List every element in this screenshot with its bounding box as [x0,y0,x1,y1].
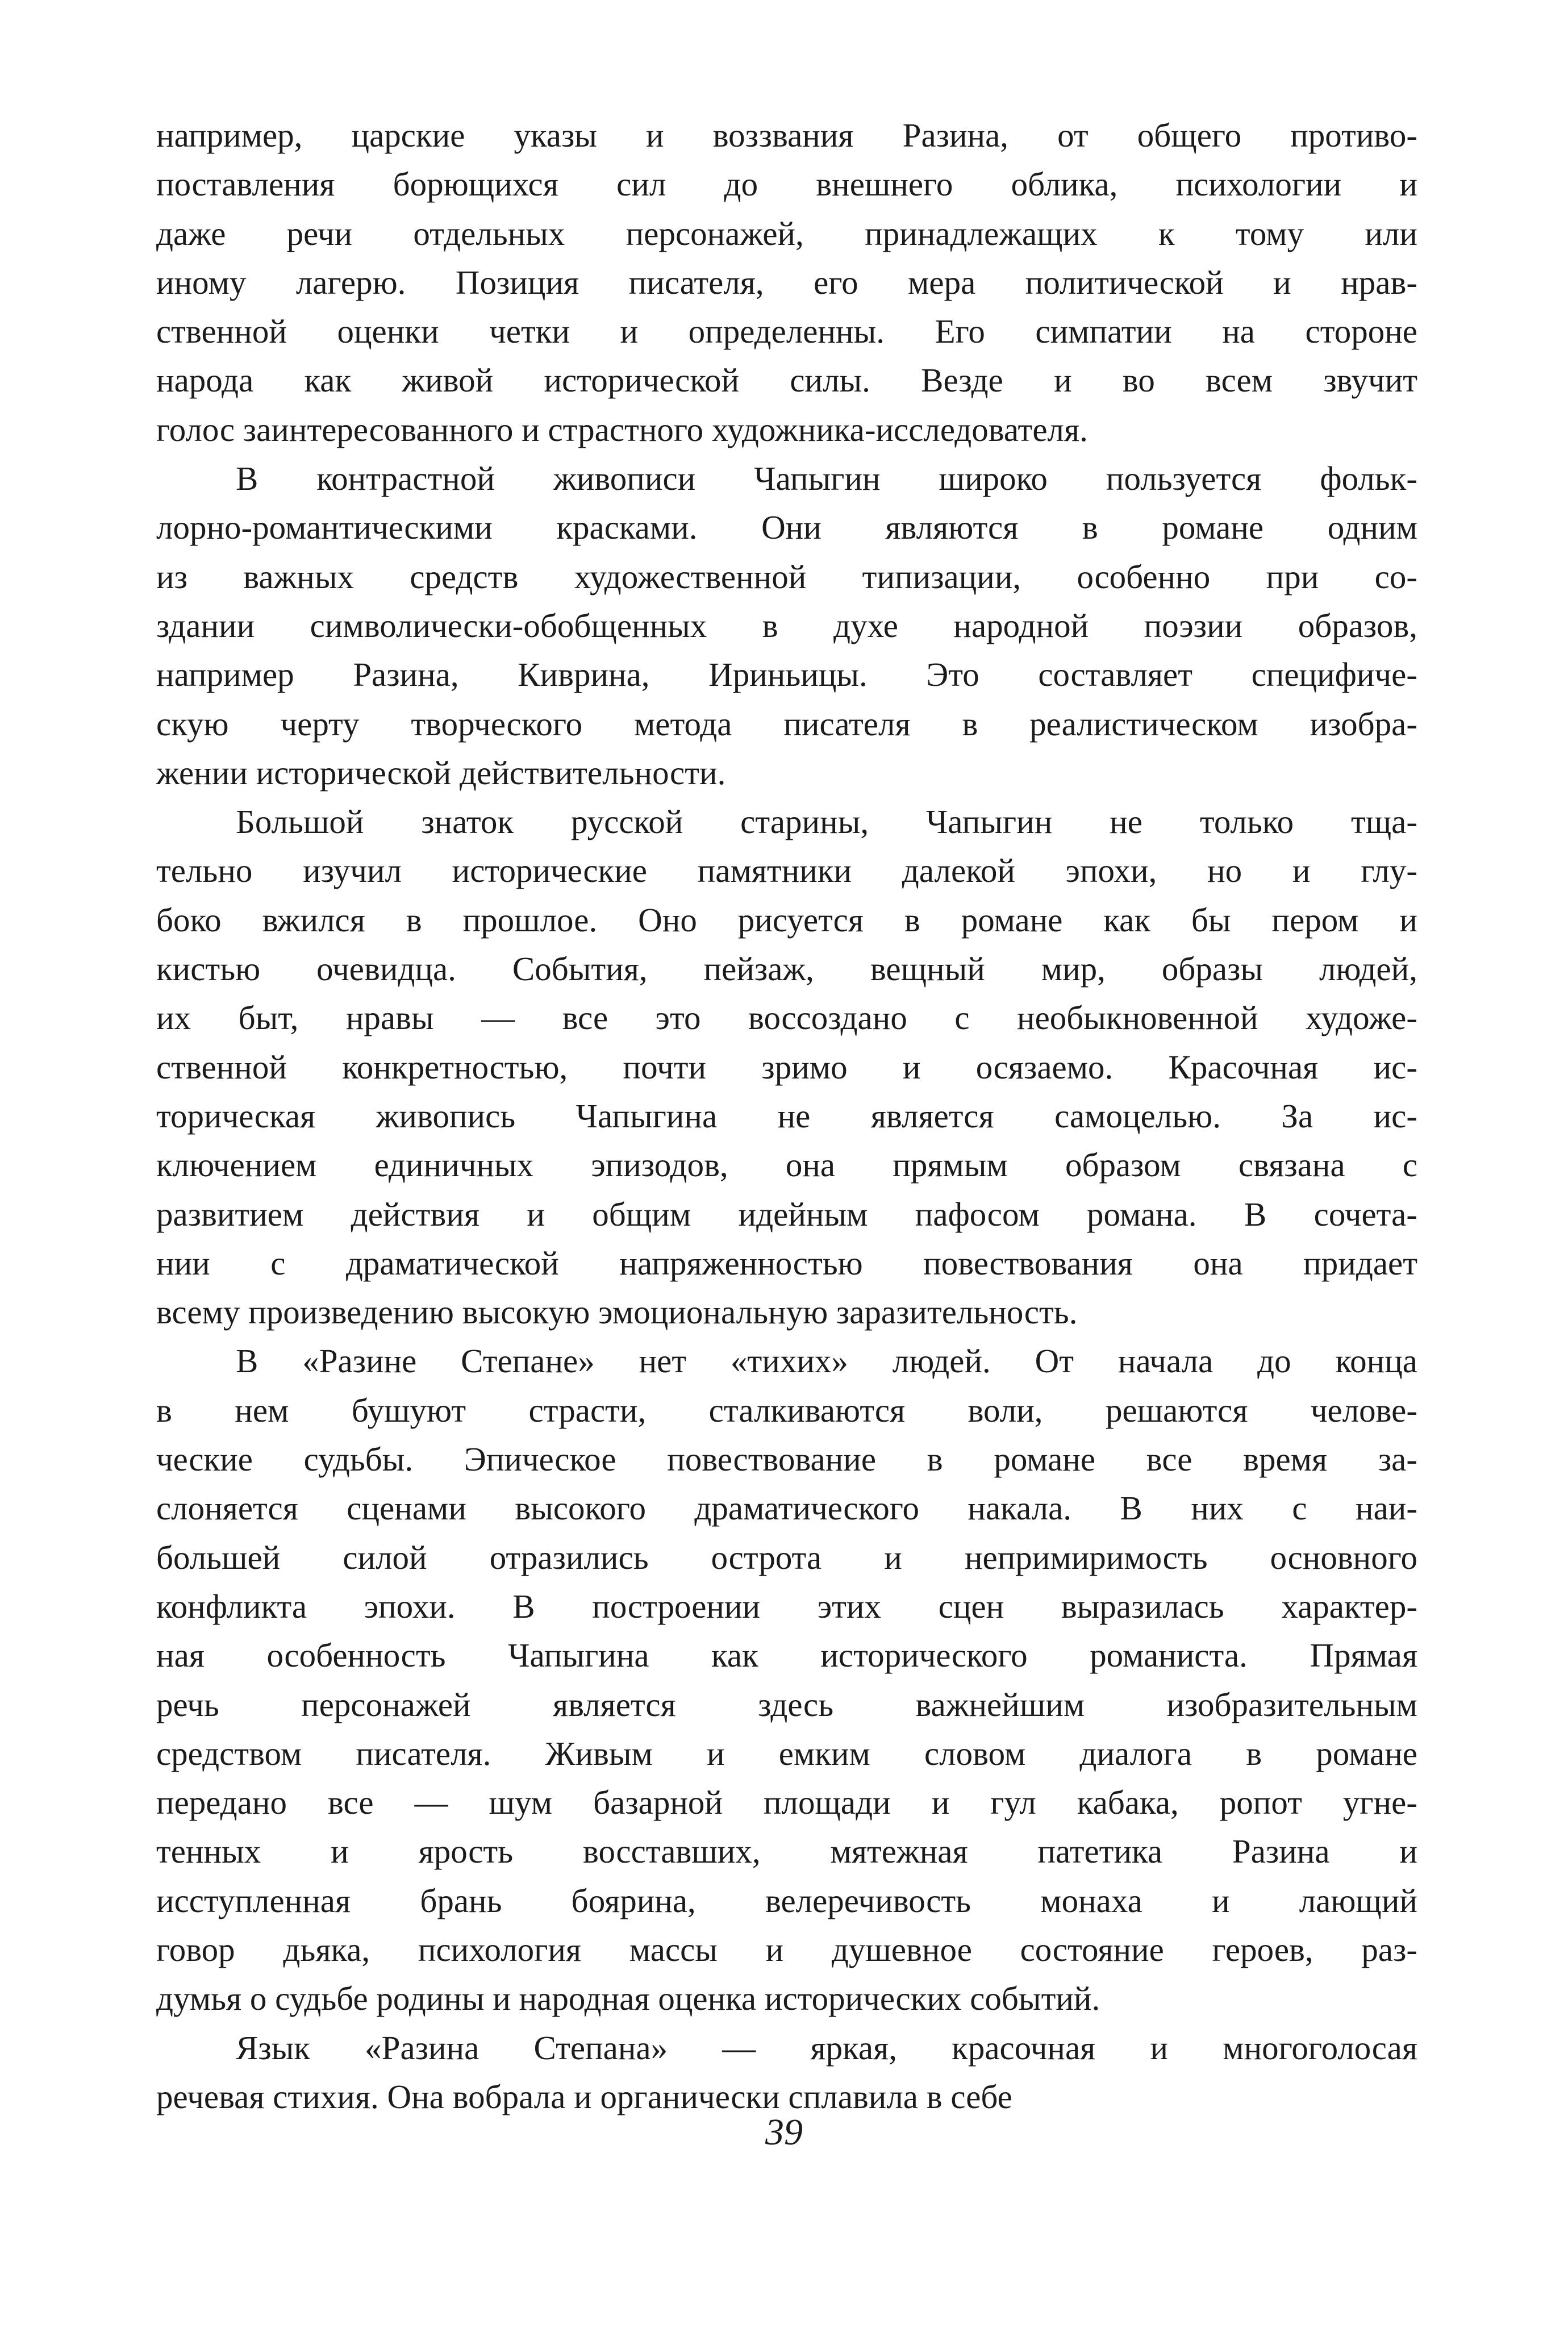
text-line: Язык «Разина Степана» — яркая, красочная и многоголосая [236,2029,1417,2067]
text-line: кистью очевидца. События, пейзаж, вещный мир, образы людей, [156,950,1417,988]
text-line: конфликта эпохи. В построении этих сцен выразилась характер- [156,1587,1417,1625]
text-line: например Разина, Киврина, Ириньицы. Это составляет специфиче- [156,656,1417,694]
text-line: средством писателя. Живым и емким словом диалога в романе [156,1734,1417,1772]
text-line: лорно-романтическими красками. Они являются в романе одним [156,509,1417,547]
text-line: ческие судьбы. Эпическое повествование в романе все время за- [156,1440,1417,1478]
text-line: здании символически-обобщенных в духе народной поэзии образов, [156,606,1417,644]
text-line: скую черту творческого метода писателя в реалистическом изобра- [156,705,1417,743]
text-line: иному лагерю. Позиция писателя, его мера политической и нрав- [156,263,1417,301]
text-line: всему произведению высокую эмоциональную заразительность. [156,1293,1078,1331]
text-line: в нем бушуют страсти, сталкиваются воли, решаются челове- [156,1391,1417,1429]
text-line: например, царские указы и воззвания Разина, от общего противо- [156,116,1417,154]
text-line: жении исторической действительности. [156,753,726,792]
text-line: поставления борющихся сил до внешнего облика, психологии и [156,165,1417,203]
text-line: даже речи отдельных персонажей, принадлежащих к тому или [156,214,1417,252]
text-line: ная особенность Чапыгина как исторического романиста. Прямая [156,1636,1417,1675]
text-line: ключением единичных эпизодов, она прямым образом связана с [156,1146,1417,1184]
paragraph [156,2023,1417,2122]
text-line: Большой знаток русской старины, Чапыгин не только тща- [236,803,1417,841]
text-line: думья о судьбе родины и народная оценка исторических событий. [156,1980,1100,2018]
text-line: большей силой отразились острота и непримиримость основного [156,1538,1417,1576]
text-line: слоняется сценами высокого драматического накала. В них с наи- [156,1489,1417,1527]
text-line: исступленная брань боярина, велеречивость монаха и лающий [156,1881,1417,1919]
text-line: развитием действия и общим идейным пафосом романа. В сочета- [156,1195,1417,1233]
text-line: их быт, нравы — все это воссоздано с необыкновенной художе- [156,999,1417,1037]
text-line: ственной оценки четки и определенны. Его симпатии на стороне [156,313,1417,351]
text-line: речь персонажей является здесь важнейшим изобразительным [156,1685,1417,1723]
text-line: В контрастной живописи Чапыгин широко пользуется фольк- [236,460,1417,498]
text-line: боко вжился в прошлое. Оно рисуется в романе как бы пером и [156,901,1417,939]
paragraph [156,797,1417,1336]
text-line: говор дьяка, психология массы и душевное состояние героев, раз- [156,1930,1417,1968]
text-line: речевая стихия. Она вобрала и органически сплавила в себе [156,2077,1012,2115]
page-number: 39 [765,2111,803,2153]
text-line: ственной конкретностью, почти зримо и осязаемо. Красочная ис- [156,1048,1417,1086]
text-line: тельно изучил исторические памятники далекой эпохи, но и глу- [156,852,1417,890]
text-line: передано все — шум базарной площади и гул кабака, ропот угне- [156,1784,1417,1822]
paragraph [156,454,1417,797]
paragraph [156,111,1417,454]
text-line: нии с драматической напряженностью повествования она придает [156,1244,1417,1282]
text-line: голос заинтересованного и страстного художника-исследователя. [156,410,1088,448]
text-line: В «Разине Степане» нет «тихих» людей. От начала до конца [236,1342,1417,1380]
text-line: из важных средств художественной типизации, особенно при со- [156,557,1417,595]
body-text [156,111,1417,2121]
text-line: тенных и ярость восставших, мятежная патетика Разина и [156,1832,1417,1871]
text-line: народа как живой исторической силы. Везде и во всем звучит [156,361,1417,399]
paragraph [156,1336,1417,2023]
text-line: торическая живопись Чапыгина не является самоцелью. За ис- [156,1097,1417,1135]
